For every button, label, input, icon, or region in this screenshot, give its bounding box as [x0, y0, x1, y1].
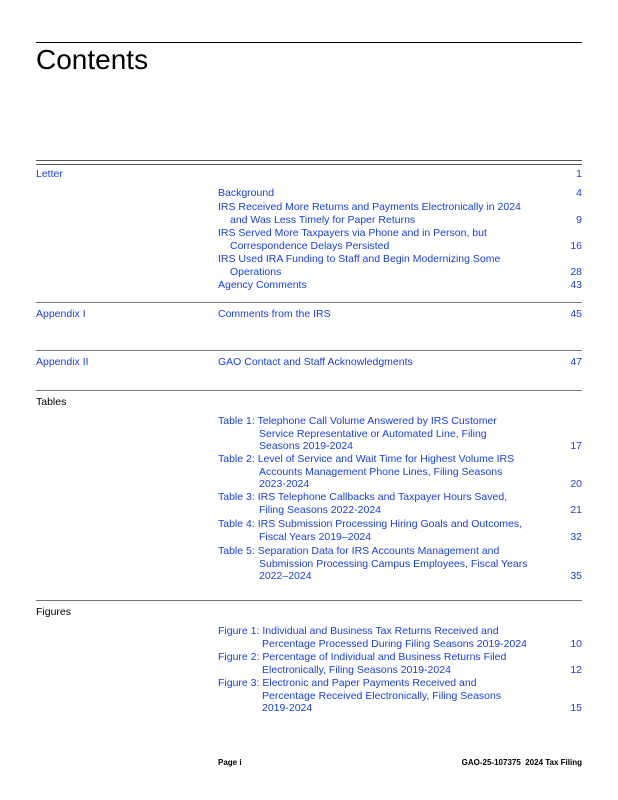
footer-report-id: GAO-25-107375 2024 Tax Filing [461, 758, 582, 767]
toc-table-line: Accounts Management Phone Lines, Filing Seasons [259, 465, 503, 478]
section-divider [36, 600, 582, 601]
toc-letter-item-line: Operations [230, 265, 282, 278]
toc-letter-item-line: Agency Comments [218, 279, 307, 291]
toc-figure-1-page[interactable]: 10 [570, 637, 582, 650]
toc-appendix-2-page[interactable]: 47 [570, 356, 582, 368]
toc-letter-item-1-page[interactable]: 4 [576, 187, 582, 199]
toc-table-line: Table 2: Level of Service and Wait Time for Highest Volume IRS [218, 453, 515, 465]
toc-table-4-page[interactable]: 32 [570, 530, 582, 543]
toc-table-2-title[interactable] [218, 453, 514, 491]
toc-figure-line: Percentage Received Electronically, Filing Seasons [262, 689, 502, 702]
toc-letter-item-4-page[interactable]: 28 [570, 265, 582, 278]
toc-table-5-title[interactable] [218, 545, 527, 583]
toc-letter-item-line: and Was Less Timely for Paper Returns [230, 213, 416, 226]
toc-table-3-page[interactable]: 21 [570, 503, 582, 516]
toc-table-line: Table 3: IRS Telephone Callbacks and Taxpayer Hours Saved, [218, 491, 508, 503]
toc-letter-item-1-title[interactable] [218, 187, 274, 200]
toc-letter-item-line: IRS Served More Taxpayers via Phone and in Person, but [218, 227, 487, 239]
toc-letter-item-5-title[interactable] [218, 279, 307, 292]
toc-table-1-page[interactable]: 17 [570, 440, 582, 453]
toc-figure-line: 2019-2024 [262, 702, 313, 715]
toc-appendix-2-label[interactable]: Appendix II [36, 356, 89, 368]
toc-table-line: Service Representative or Automated Line, Filing [259, 427, 487, 440]
toc-letter-item-2-title[interactable] [218, 201, 521, 226]
toc-figure-line: Figure 1: Individual and Business Tax Returns Received and [218, 625, 499, 637]
toc-figure-line: Electronically, Filing Seasons 2019-2024 [262, 663, 451, 676]
toc-figure-line: Figure 2: Percentage of Individual and Business Returns Filed [218, 651, 507, 663]
toc-table-line: 2022–2024 [259, 570, 312, 583]
toc-table-line: Fiscal Years 2019–2024 [259, 530, 372, 543]
toc-appendix-1-label[interactable]: Appendix I [36, 308, 86, 320]
toc-letter-item-4-title[interactable] [218, 253, 500, 278]
tables-heading: Tables [36, 396, 67, 408]
toc-figure-line: Percentage Processed During Filing Seasons 2019-2024 [262, 637, 527, 650]
toc-appendix-1-page[interactable]: 45 [570, 308, 582, 320]
toc-letter-item-3-page[interactable]: 16 [570, 239, 582, 252]
top-rule [36, 42, 582, 43]
toc-appendix-1-title[interactable]: Comments from the IRS [218, 308, 331, 320]
toc-letter-item-5-page[interactable]: 43 [570, 279, 582, 291]
toc-table-2-page[interactable]: 20 [570, 478, 582, 491]
toc-figure-2-page[interactable]: 12 [570, 663, 582, 676]
toc-table-line: Submission Processing Campus Employees, Fiscal Years [259, 557, 528, 570]
toc-figure-1-title[interactable] [218, 625, 527, 650]
footer-page-number: Page i [218, 758, 242, 767]
toc-table-line: Seasons 2019-2024 [259, 440, 353, 453]
toc-figure-2-title[interactable] [218, 651, 506, 676]
toc-letter-item-line: Correspondence Delays Persisted [230, 239, 390, 252]
toc-figure-line: Figure 3: Electronic and Paper Payments Received and [218, 677, 477, 689]
toc-letter-page[interactable]: 1 [576, 168, 582, 180]
section-divider [36, 302, 582, 303]
toc-letter-item-2-page[interactable]: 9 [576, 213, 582, 226]
toc-figure-3-page[interactable]: 15 [570, 702, 582, 715]
section-divider [36, 350, 582, 351]
toc-appendix-2-title[interactable]: GAO Contact and Staff Acknowledgments [218, 356, 413, 368]
toc-letter-item-line: IRS Received More Returns and Payments Electronically in 2024 [218, 201, 521, 213]
toc-letter-item-line: Background [218, 187, 275, 199]
toc-letter-item-line: IRS Used IRA Funding to Staff and Begin Modernizing Some [218, 253, 501, 265]
toc-table-5-page[interactable]: 35 [570, 570, 582, 583]
toc-table-3-title[interactable] [218, 491, 507, 516]
toc-letter-item-3-title[interactable] [218, 227, 487, 252]
toc-table-line: Table 5: Separation Data for IRS Accounts Management and [218, 545, 500, 557]
title-divider [36, 160, 582, 165]
toc-table-4-title[interactable] [218, 518, 522, 543]
figures-heading: Figures [36, 606, 72, 618]
toc-figure-3-title[interactable] [218, 677, 501, 715]
toc-table-line: Table 1: Telephone Call Volume Answered by IRS Customer [218, 415, 497, 427]
toc-table-line: Filing Seasons 2022-2024 [259, 503, 382, 516]
toc-table-line: 2023-2024 [259, 478, 310, 491]
toc-table-1-title[interactable] [218, 415, 497, 453]
page-title: Contents [36, 44, 149, 75]
section-divider [36, 390, 582, 391]
toc-table-line: Table 4: IRS Submission Processing Hiring Goals and Outcomes, [218, 518, 523, 530]
toc-letter-link[interactable]: Letter [36, 168, 63, 180]
